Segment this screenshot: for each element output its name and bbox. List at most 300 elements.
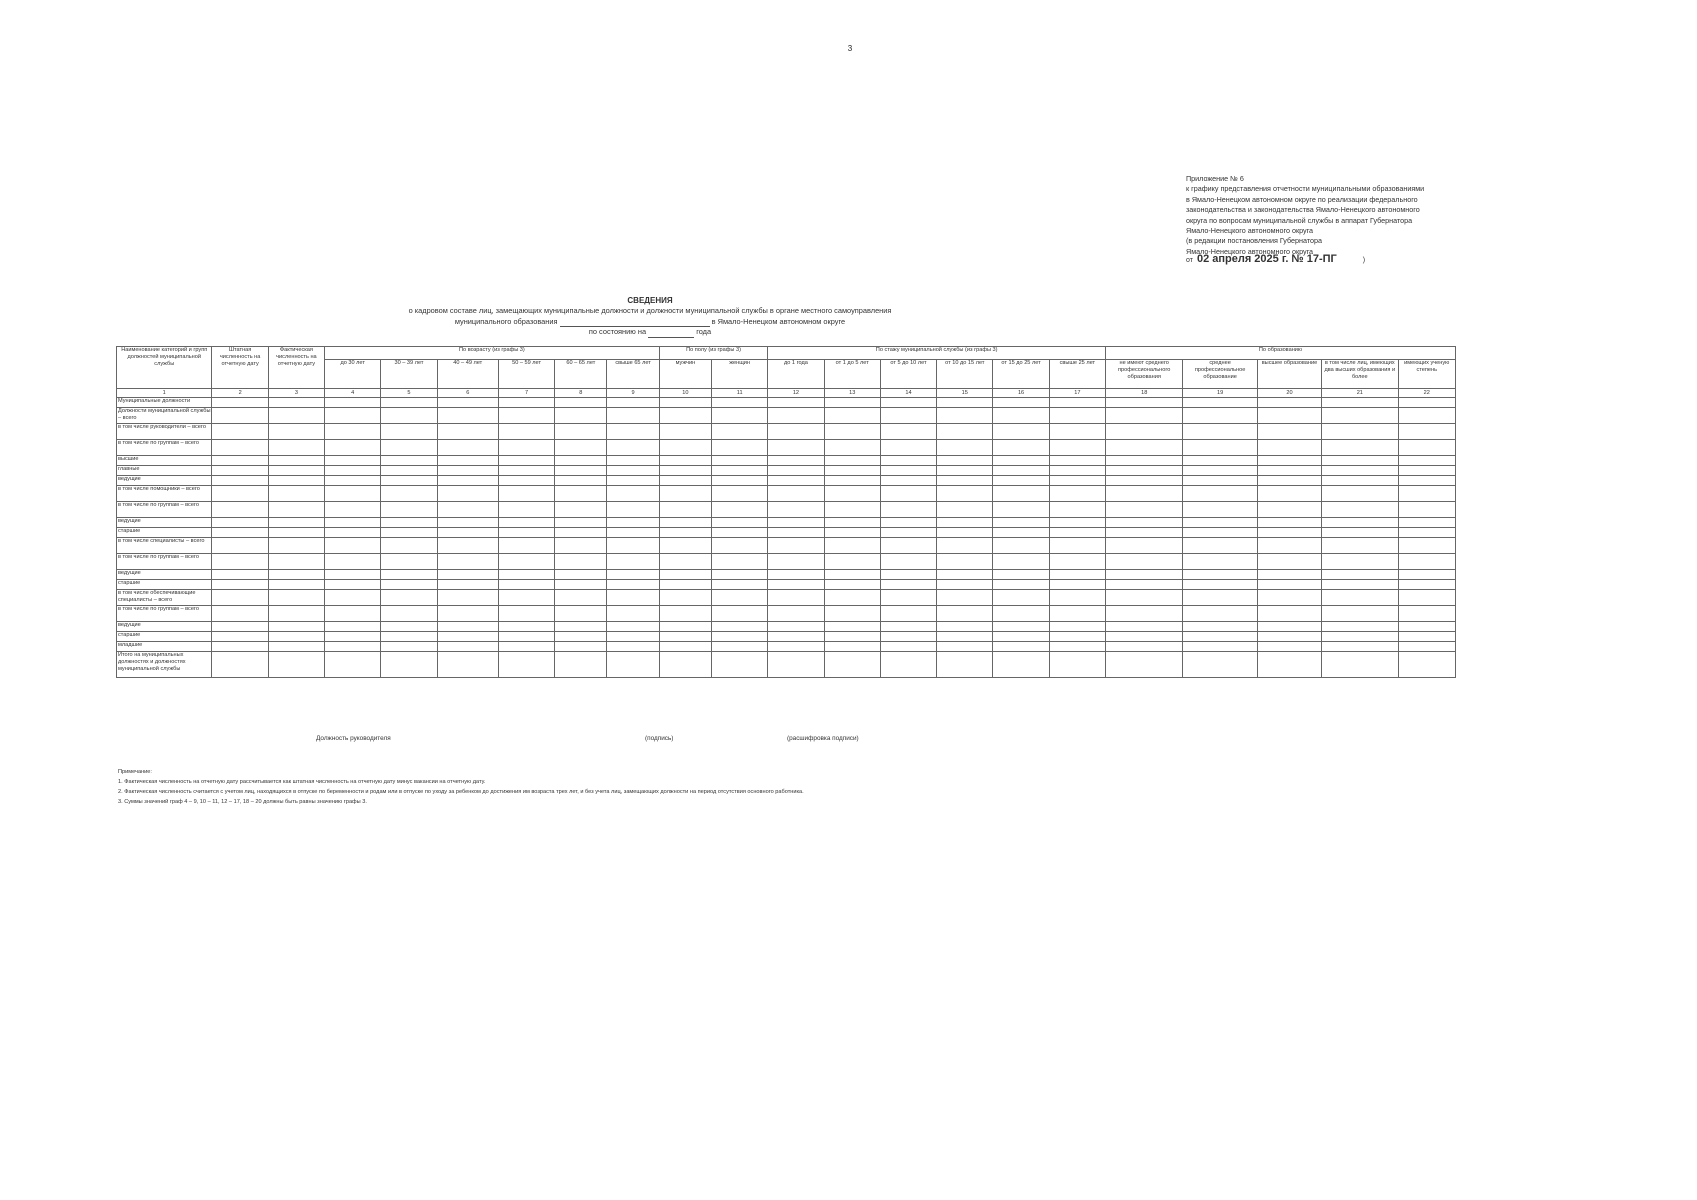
table-cell[interactable] [824, 502, 880, 518]
table-cell[interactable] [268, 538, 324, 554]
table-cell[interactable] [381, 408, 437, 424]
table-cell[interactable] [1398, 606, 1456, 622]
table-cell[interactable] [212, 580, 268, 590]
table-cell[interactable] [498, 590, 554, 606]
table-cell[interactable] [1049, 642, 1105, 652]
table-cell[interactable] [1106, 408, 1183, 424]
table-cell[interactable] [880, 398, 936, 408]
table-cell[interactable] [437, 622, 498, 632]
table-cell[interactable] [1257, 554, 1321, 570]
table-cell[interactable] [1106, 502, 1183, 518]
table-cell[interactable] [1257, 466, 1321, 476]
table-cell[interactable] [1183, 466, 1257, 476]
table-cell[interactable] [607, 528, 659, 538]
table-cell[interactable] [437, 580, 498, 590]
table-cell[interactable] [268, 466, 324, 476]
table-cell[interactable] [824, 570, 880, 580]
table-cell[interactable] [880, 424, 936, 440]
table-cell[interactable] [607, 632, 659, 642]
table-cell[interactable] [437, 424, 498, 440]
table-cell[interactable] [607, 408, 659, 424]
table-cell[interactable] [1398, 642, 1456, 652]
table-cell[interactable] [381, 652, 437, 678]
table-cell[interactable] [768, 632, 824, 642]
table-cell[interactable] [437, 502, 498, 518]
table-cell[interactable] [712, 642, 768, 652]
table-cell[interactable] [993, 570, 1049, 580]
table-cell[interactable] [1322, 606, 1398, 622]
table-cell[interactable] [437, 486, 498, 502]
table-cell[interactable] [1106, 440, 1183, 456]
table-cell[interactable] [607, 518, 659, 528]
table-cell[interactable] [607, 580, 659, 590]
table-cell[interactable] [1322, 466, 1398, 476]
table-cell[interactable] [880, 642, 936, 652]
table-cell[interactable] [880, 518, 936, 528]
table-cell[interactable] [1183, 590, 1257, 606]
table-cell[interactable] [437, 528, 498, 538]
table-cell[interactable] [1398, 570, 1456, 580]
table-cell[interactable] [607, 606, 659, 622]
table-cell[interactable] [1183, 570, 1257, 580]
table-cell[interactable] [607, 570, 659, 580]
table-cell[interactable] [555, 502, 607, 518]
table-cell[interactable] [1183, 606, 1257, 622]
table-cell[interactable] [1398, 518, 1456, 528]
table-cell[interactable] [498, 398, 554, 408]
table-cell[interactable] [498, 408, 554, 424]
table-cell[interactable] [1183, 476, 1257, 486]
table-cell[interactable] [325, 424, 381, 440]
table-cell[interactable] [993, 502, 1049, 518]
table-cell[interactable] [607, 440, 659, 456]
table-cell[interactable] [659, 622, 711, 632]
table-cell[interactable] [1183, 622, 1257, 632]
table-cell[interactable] [1257, 652, 1321, 678]
table-cell[interactable] [381, 424, 437, 440]
table-cell[interactable] [498, 528, 554, 538]
table-cell[interactable] [212, 424, 268, 440]
table-cell[interactable] [212, 652, 268, 678]
table-cell[interactable] [212, 570, 268, 580]
table-cell[interactable] [1106, 652, 1183, 678]
table-cell[interactable] [381, 502, 437, 518]
table-cell[interactable] [1049, 590, 1105, 606]
table-cell[interactable] [993, 554, 1049, 570]
table-cell[interactable] [993, 466, 1049, 476]
table-cell[interactable] [325, 632, 381, 642]
table-cell[interactable] [1322, 528, 1398, 538]
table-cell[interactable] [824, 518, 880, 528]
table-cell[interactable] [607, 466, 659, 476]
table-cell[interactable] [937, 486, 993, 502]
table-cell[interactable] [659, 538, 711, 554]
table-cell[interactable] [1322, 440, 1398, 456]
table-cell[interactable] [268, 622, 324, 632]
table-cell[interactable] [824, 554, 880, 570]
table-cell[interactable] [824, 486, 880, 502]
table-cell[interactable] [381, 486, 437, 502]
table-cell[interactable] [937, 408, 993, 424]
table-cell[interactable] [1106, 476, 1183, 486]
table-cell[interactable] [555, 554, 607, 570]
table-cell[interactable] [1257, 580, 1321, 590]
table-cell[interactable] [880, 476, 936, 486]
table-cell[interactable] [1049, 466, 1105, 476]
table-cell[interactable] [712, 554, 768, 570]
table-cell[interactable] [437, 518, 498, 528]
table-cell[interactable] [212, 538, 268, 554]
table-cell[interactable] [1398, 554, 1456, 570]
table-cell[interactable] [1257, 440, 1321, 456]
table-cell[interactable] [381, 554, 437, 570]
table-cell[interactable] [498, 538, 554, 554]
table-cell[interactable] [824, 466, 880, 476]
table-cell[interactable] [1398, 398, 1456, 408]
table-cell[interactable] [268, 486, 324, 502]
table-cell[interactable] [498, 456, 554, 466]
table-cell[interactable] [768, 466, 824, 476]
table-cell[interactable] [768, 590, 824, 606]
table-cell[interactable] [824, 580, 880, 590]
table-cell[interactable] [555, 652, 607, 678]
table-cell[interactable] [712, 518, 768, 528]
table-cell[interactable] [437, 606, 498, 622]
table-cell[interactable] [325, 622, 381, 632]
table-cell[interactable] [768, 622, 824, 632]
table-cell[interactable] [768, 440, 824, 456]
table-cell[interactable] [993, 476, 1049, 486]
table-cell[interactable] [1322, 424, 1398, 440]
table-cell[interactable] [268, 518, 324, 528]
table-cell[interactable] [268, 408, 324, 424]
table-cell[interactable] [659, 642, 711, 652]
table-cell[interactable] [212, 642, 268, 652]
table-cell[interactable] [937, 632, 993, 642]
table-cell[interactable] [768, 486, 824, 502]
table-cell[interactable] [268, 398, 324, 408]
table-cell[interactable] [381, 632, 437, 642]
table-cell[interactable] [1049, 652, 1105, 678]
table-cell[interactable] [1398, 424, 1456, 440]
table-cell[interactable] [993, 528, 1049, 538]
table-cell[interactable] [824, 528, 880, 538]
table-cell[interactable] [1322, 632, 1398, 642]
table-cell[interactable] [325, 398, 381, 408]
table-cell[interactable] [937, 580, 993, 590]
table-cell[interactable] [212, 528, 268, 538]
table-cell[interactable] [1398, 590, 1456, 606]
table-cell[interactable] [1398, 538, 1456, 554]
table-cell[interactable] [1049, 554, 1105, 570]
table-cell[interactable] [1049, 486, 1105, 502]
table-cell[interactable] [268, 606, 324, 622]
table-cell[interactable] [1049, 502, 1105, 518]
table-cell[interactable] [1049, 408, 1105, 424]
table-cell[interactable] [768, 570, 824, 580]
table-cell[interactable] [993, 398, 1049, 408]
table-cell[interactable] [824, 622, 880, 632]
table-cell[interactable] [555, 642, 607, 652]
table-cell[interactable] [1257, 538, 1321, 554]
table-cell[interactable] [1049, 518, 1105, 528]
table-cell[interactable] [268, 632, 324, 642]
table-cell[interactable] [768, 398, 824, 408]
table-cell[interactable] [437, 440, 498, 456]
table-cell[interactable] [268, 652, 324, 678]
table-cell[interactable] [1322, 408, 1398, 424]
table-cell[interactable] [880, 538, 936, 554]
table-cell[interactable] [880, 622, 936, 632]
table-cell[interactable] [212, 590, 268, 606]
table-cell[interactable] [325, 642, 381, 652]
table-cell[interactable] [1183, 580, 1257, 590]
table-cell[interactable] [937, 590, 993, 606]
table-cell[interactable] [937, 398, 993, 408]
table-cell[interactable] [1049, 476, 1105, 486]
table-cell[interactable] [1322, 622, 1398, 632]
table-cell[interactable] [880, 528, 936, 538]
table-cell[interactable] [607, 642, 659, 652]
table-cell[interactable] [437, 408, 498, 424]
table-cell[interactable] [1398, 476, 1456, 486]
table-cell[interactable] [607, 398, 659, 408]
table-cell[interactable] [381, 580, 437, 590]
table-cell[interactable] [1398, 502, 1456, 518]
table-cell[interactable] [712, 590, 768, 606]
table-cell[interactable] [712, 476, 768, 486]
table-cell[interactable] [659, 502, 711, 518]
table-cell[interactable] [768, 528, 824, 538]
table-cell[interactable] [325, 466, 381, 476]
table-cell[interactable] [325, 590, 381, 606]
table-cell[interactable] [437, 538, 498, 554]
table-cell[interactable] [325, 440, 381, 456]
table-cell[interactable] [325, 456, 381, 466]
table-cell[interactable] [268, 424, 324, 440]
table-cell[interactable] [1322, 642, 1398, 652]
table-cell[interactable] [212, 486, 268, 502]
table-cell[interactable] [1398, 652, 1456, 678]
table-cell[interactable] [1106, 622, 1183, 632]
table-cell[interactable] [1106, 554, 1183, 570]
table-cell[interactable] [1257, 590, 1321, 606]
table-cell[interactable] [1398, 622, 1456, 632]
table-cell[interactable] [880, 502, 936, 518]
table-cell[interactable] [1257, 456, 1321, 466]
table-cell[interactable] [1322, 554, 1398, 570]
table-cell[interactable] [712, 580, 768, 590]
table-cell[interactable] [1106, 632, 1183, 642]
table-cell[interactable] [824, 538, 880, 554]
table-cell[interactable] [212, 398, 268, 408]
table-cell[interactable] [712, 570, 768, 580]
table-cell[interactable] [1398, 528, 1456, 538]
table-cell[interactable] [555, 622, 607, 632]
table-cell[interactable] [268, 476, 324, 486]
table-cell[interactable] [824, 408, 880, 424]
table-cell[interactable] [937, 538, 993, 554]
table-cell[interactable] [712, 652, 768, 678]
table-cell[interactable] [824, 652, 880, 678]
table-cell[interactable] [1257, 528, 1321, 538]
table-cell[interactable] [993, 486, 1049, 502]
table-cell[interactable] [212, 632, 268, 642]
table-cell[interactable] [325, 476, 381, 486]
table-cell[interactable] [880, 570, 936, 580]
table-cell[interactable] [993, 652, 1049, 678]
table-cell[interactable] [1257, 408, 1321, 424]
table-cell[interactable] [1257, 398, 1321, 408]
table-cell[interactable] [712, 606, 768, 622]
table-cell[interactable] [498, 652, 554, 678]
table-cell[interactable] [555, 632, 607, 642]
table-cell[interactable] [1398, 408, 1456, 424]
table-cell[interactable] [768, 476, 824, 486]
table-cell[interactable] [498, 440, 554, 456]
table-cell[interactable] [712, 466, 768, 476]
table-cell[interactable] [1183, 652, 1257, 678]
table-cell[interactable] [498, 518, 554, 528]
table-cell[interactable] [880, 554, 936, 570]
table-cell[interactable] [937, 528, 993, 538]
table-cell[interactable] [1257, 518, 1321, 528]
table-cell[interactable] [498, 476, 554, 486]
table-cell[interactable] [437, 476, 498, 486]
table-cell[interactable] [212, 456, 268, 466]
table-cell[interactable] [659, 518, 711, 528]
table-cell[interactable] [325, 652, 381, 678]
table-cell[interactable] [607, 486, 659, 502]
table-cell[interactable] [824, 456, 880, 466]
table-cell[interactable] [1106, 642, 1183, 652]
table-cell[interactable] [824, 440, 880, 456]
table-cell[interactable] [712, 538, 768, 554]
table-cell[interactable] [607, 476, 659, 486]
table-cell[interactable] [659, 570, 711, 580]
table-cell[interactable] [937, 622, 993, 632]
table-cell[interactable] [268, 554, 324, 570]
table-cell[interactable] [993, 440, 1049, 456]
table-cell[interactable] [659, 466, 711, 476]
table-cell[interactable] [1106, 518, 1183, 528]
table-cell[interactable] [712, 440, 768, 456]
table-cell[interactable] [768, 606, 824, 622]
table-cell[interactable] [325, 408, 381, 424]
table-cell[interactable] [824, 642, 880, 652]
table-cell[interactable] [381, 398, 437, 408]
table-cell[interactable] [1183, 632, 1257, 642]
table-cell[interactable] [880, 440, 936, 456]
table-cell[interactable] [1106, 456, 1183, 466]
table-cell[interactable] [555, 486, 607, 502]
table-cell[interactable] [381, 518, 437, 528]
table-cell[interactable] [212, 476, 268, 486]
table-cell[interactable] [937, 476, 993, 486]
table-cell[interactable] [498, 466, 554, 476]
table-cell[interactable] [937, 606, 993, 622]
table-cell[interactable] [1049, 440, 1105, 456]
table-cell[interactable] [1106, 528, 1183, 538]
table-cell[interactable] [937, 554, 993, 570]
table-cell[interactable] [555, 518, 607, 528]
table-cell[interactable] [437, 652, 498, 678]
table-cell[interactable] [381, 538, 437, 554]
table-cell[interactable] [1049, 528, 1105, 538]
table-cell[interactable] [437, 398, 498, 408]
table-cell[interactable] [659, 580, 711, 590]
table-cell[interactable] [1183, 528, 1257, 538]
table-cell[interactable] [659, 398, 711, 408]
table-cell[interactable] [555, 528, 607, 538]
table-cell[interactable] [1106, 590, 1183, 606]
table-cell[interactable] [607, 590, 659, 606]
table-cell[interactable] [659, 408, 711, 424]
table-cell[interactable] [1106, 424, 1183, 440]
table-cell[interactable] [325, 554, 381, 570]
table-cell[interactable] [1257, 476, 1321, 486]
table-cell[interactable] [824, 590, 880, 606]
table-cell[interactable] [712, 456, 768, 466]
table-cell[interactable] [555, 440, 607, 456]
table-cell[interactable] [1322, 398, 1398, 408]
table-cell[interactable] [1183, 538, 1257, 554]
table-cell[interactable] [824, 424, 880, 440]
table-cell[interactable] [325, 518, 381, 528]
table-cell[interactable] [993, 590, 1049, 606]
table-cell[interactable] [937, 502, 993, 518]
table-cell[interactable] [268, 440, 324, 456]
table-cell[interactable] [437, 554, 498, 570]
table-cell[interactable] [1322, 476, 1398, 486]
table-cell[interactable] [1183, 456, 1257, 466]
table-cell[interactable] [659, 554, 711, 570]
table-cell[interactable] [993, 632, 1049, 642]
table-cell[interactable] [880, 456, 936, 466]
table-cell[interactable] [555, 538, 607, 554]
table-cell[interactable] [498, 424, 554, 440]
table-cell[interactable] [712, 622, 768, 632]
table-cell[interactable] [659, 606, 711, 622]
table-cell[interactable] [880, 486, 936, 502]
table-cell[interactable] [659, 590, 711, 606]
table-cell[interactable] [1183, 642, 1257, 652]
table-cell[interactable] [1257, 622, 1321, 632]
table-cell[interactable] [437, 590, 498, 606]
table-cell[interactable] [993, 518, 1049, 528]
table-cell[interactable] [381, 622, 437, 632]
table-cell[interactable] [993, 642, 1049, 652]
table-cell[interactable] [498, 554, 554, 570]
table-cell[interactable] [712, 398, 768, 408]
table-cell[interactable] [1049, 398, 1105, 408]
table-cell[interactable] [1398, 580, 1456, 590]
table-cell[interactable] [1183, 486, 1257, 502]
table-cell[interactable] [607, 622, 659, 632]
table-cell[interactable] [659, 486, 711, 502]
table-cell[interactable] [212, 502, 268, 518]
table-cell[interactable] [1183, 554, 1257, 570]
table-cell[interactable] [555, 476, 607, 486]
table-cell[interactable] [555, 570, 607, 580]
table-cell[interactable] [659, 424, 711, 440]
table-cell[interactable] [381, 642, 437, 652]
table-cell[interactable] [1322, 456, 1398, 466]
table-cell[interactable] [1257, 502, 1321, 518]
table-cell[interactable] [712, 632, 768, 642]
table-cell[interactable] [555, 456, 607, 466]
table-cell[interactable] [659, 440, 711, 456]
